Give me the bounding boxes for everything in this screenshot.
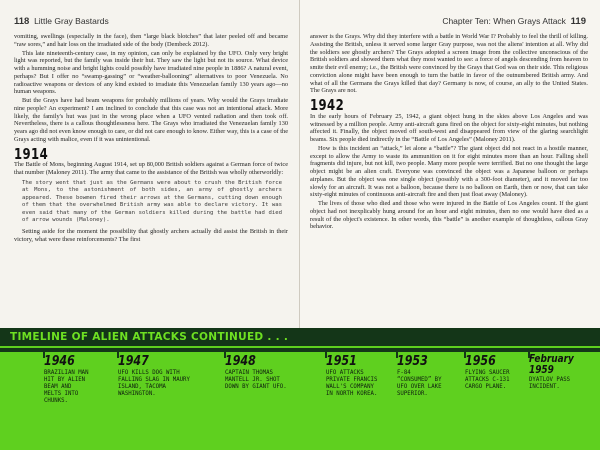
paragraph: But the Grays have had beam weapons for probably millions of years. Why would the Grays irradiate nine people? An experiment? I am inclined to conclude that this case was not an intentional attack. More likely, the family's hut was just in the wrong place when a UFO vented radiation and then took off. Nevertheless, there is a callous thoughtlessness here. The Grays who irradiated the Venezuelan family 130 years ago did not even know enough to care, or did not care enough to know. Either way, this is a case of the Grays acting with malice, even if it was unintentional. (14, 97, 288, 143)
timeline-year: 1951 (326, 354, 357, 369)
alien-attack-timeline (0, 328, 600, 450)
timeline-year: 1947 (118, 354, 149, 369)
timeline-year: February 1959 (529, 353, 574, 376)
left-page-number: 118 (14, 16, 30, 27)
left-body-text (14, 33, 288, 244)
timeline-year: 1953 (397, 354, 428, 369)
left-page (0, 0, 300, 328)
right-page-number: 119 (570, 16, 586, 27)
timeline-entry-1946 (44, 354, 114, 405)
timeline-line (0, 348, 600, 352)
timeline-text: FLYING SAUCER ATTACKS C-131 CARGO PLANE. (465, 370, 510, 390)
book-title: Little Gray Bastards (34, 16, 109, 26)
paragraph: This late nineteenth-century case, in my opinion, can only be explained by the UFO. Only very bright light was reported, but the family was inside their hut. They saw the light but not its source. What device with a humming noise and bright lights could possibly have irradiated nine people in 1886? A natural event, perhaps? But I offer no “swamp-gassing” or “weather-ballooning” alternatives to poor Venezuela. No radioactive weapons or devices of any kind existed to irradiate this Venezuelan family 130 years ago—no human weapons. (14, 49, 288, 96)
timeline-text: BRAZILIAN MAN HIT BY ALIEN BEAM AND MELTS INTO CHUNKS. (44, 370, 89, 404)
left-running-head (14, 16, 109, 27)
paragraph: How is this incident an “attack,” let alone a “battle”? The giant object did not react in a hostile manner, except to allow the Army to waste its ammunition on it for eight minutes more than an hour. Falling shell fragments did injure, but not kill, two people. Many more people were terrified. But no one thought the large object might be an alien craft. Everyone was convinced the object was a Japanese balloon or perhaps airplanes. But the object was one single object (possibly with a 300-foot diameter), and it moved far too slowly for an aircraft. It was not a balloon, because there is no balloon on Earth, then or now, that can take sixty-eight minutes of continuous anti-aircraft fire and then just float away (Maloney). (310, 144, 588, 199)
timeline-text: UFO KILLS DOG WITH FALLING SLAG IN MAURY ISLAND, TACOMA WASHINGTON. (118, 370, 190, 397)
block-quote: The story went that just as the Germans were about to crush the British force at Mons, to the astonishment of both sides, an army of ghostly archers appeared. These bowmen fired their arrows at the Germans, cutting down enough of them that the overwhelmed British army was able to declare victory. It was even said that many of the German soldiers killed during the battle had died of arrow wounds (Maloney). (22, 179, 282, 224)
timeline-entry-1956 (465, 354, 527, 391)
timeline-title-bar (0, 328, 600, 346)
paragraph: The Battle of Mons, beginning August 1914, set up 80,000 British soldiers against a German force of twice that number (Maloney 2011). The army that came to the assistance of the British was wholly otherworldly: (14, 161, 288, 176)
paragraph: Setting aside for the moment the possibility that ghostly archers actually did assist the British in their victory, what were these reinforcements? The first (14, 227, 288, 243)
timeline-year: 1946 (44, 354, 75, 369)
right-page (300, 0, 600, 328)
paragraph: vomiting, swellings (especially in the face), then “large black blotches” that later peeled off and became “raw sores,” and hair loss on the irradiated side of the body (Dembeck 2012). (14, 33, 288, 48)
timeline-entry-1948 (225, 354, 305, 391)
paragraph: In the early hours of February 25, 1942, a giant object hung in the skies above Los Angeles and was witnessed by a million people. Army anti-aircraft guns fired on the object for sixty-eight minutes, but nothing affected it. Finally, the object moved off south-west and disappeared from view of the glaring searchlight beams. Six people died indirectly in the “Battle of Los Angeles” (Maloney 2011). (310, 112, 588, 143)
section-heading-1942: 1942 (310, 96, 345, 114)
timeline-text: CAPTAIN THOMAS MANTELL JR. SHOT DOWN BY GIANT UFO. (225, 370, 287, 390)
right-running-head (442, 16, 586, 27)
timeline-entry-1953 (397, 354, 457, 398)
timeline-text: F-84 “CONSUMED” BY UFO OVER LAKE SUPERIOR. (397, 370, 442, 397)
timeline-entry-1951 (326, 354, 386, 398)
timeline-entry-1959 (529, 354, 595, 391)
timeline-entry-1947 (118, 354, 218, 398)
timeline-text: UFO ATTACKS PRIVATE FRANCIS WALL'S COMPANY IN NORTH KOREA. (326, 370, 378, 397)
paragraph: answer is the Grays. Why did they interfere with a battle in World War I? Probably to feel the thrill of killing. Assisting the British, unless it served some larger Gray purpose, was not the aliens' intention at all. Why did the soldiers see ghostly archers? The Grays adopted a screen image from the collective unconscious of the British soldiers and showed them what they most wanted to see: a force of angels descending from heaven to smite their evil enemy; i.e., the British were convinced by the Grays that God was on their side. This religious conviction alone might have been enough to turn the battle in favor of the outnumbered British army. And what of all the Germans the Grays killed that day? Germany is now, of course, an ally to the United States. The Grays are not. (310, 33, 588, 95)
paragraph: The lives of those who died and those who were injured in the Battle of Los Angeles count. If the giant object had not inexplicably hung around for an hour and eight minutes, then no one would have died as a result of the object's existence. In other words, this “battle” is another example of thoughtless, callous Gray behavior. (310, 200, 588, 231)
section-heading-1914: 1914 (14, 144, 49, 163)
timeline-title: TIMELINE OF ALIEN ATTACKS CONTINUED . . . (10, 331, 289, 343)
timeline-text: DYATLOV PASS INCIDENT. (529, 377, 571, 390)
chapter-title: Chapter Ten: When Grays Attack (442, 16, 566, 26)
right-body-text (310, 33, 588, 232)
timeline-year: 1956 (465, 354, 496, 369)
timeline-year: 1948 (225, 354, 256, 369)
